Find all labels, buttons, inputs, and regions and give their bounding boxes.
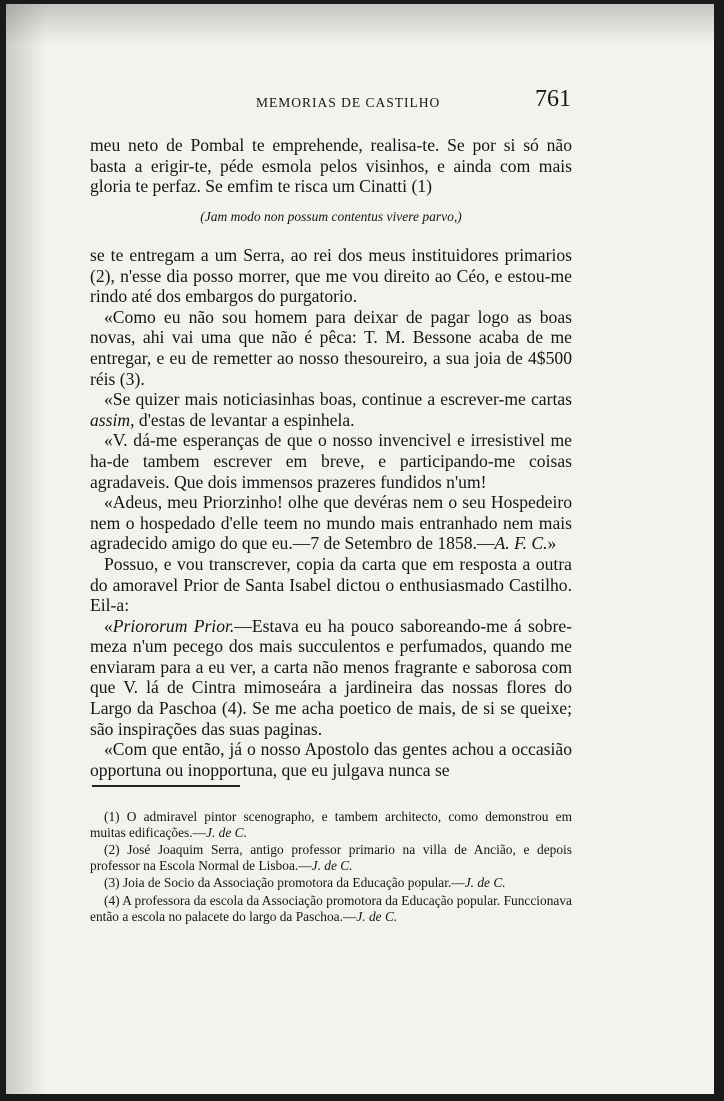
letter-salutation: Priororum Prior.: [112, 615, 235, 636]
paragraph-4-text-end: , d'estas de levantar a espinhela.: [130, 409, 355, 430]
paragraph-4-emphasis: assim: [90, 409, 131, 430]
paragraph-2: se te entregam a um Serra, ao rei dos meus instituidores primarios (2), n'esse dia posso morrer, que me vou direito ao Céo, e estou-me rindo até dos embargos do purgatorio.: [90, 245, 572, 307]
footnote-text: (3) Joia de Socio da Associação promotora da Educação popular.—: [104, 875, 465, 891]
letter-signature: A. F. C.: [494, 533, 548, 554]
footnote-2: [90, 842, 572, 873]
body-text-top: [90, 135, 572, 197]
running-title: MEMORIAS DE CASTILHO: [256, 95, 441, 110]
paragraph-6-text: «Adeus, meu Priorzinho! olhe que devéras nem o seu Hospedeiro nem o hospedado d'elle teem no mundo mais entranhado nem mais agradecido amigo do que eu.—7 de Setembro de 1858.—: [90, 492, 572, 554]
footnote-4: [90, 893, 572, 924]
paragraph-4-text: «Se quizer mais noticiasinhas boas, continue a escrever-me cartas: [104, 389, 572, 410]
paragraph-7: Possuo, e vou transcrever, copia da carta que em resposta a outra do amoravel Prior de Santa Isabel dictou o enthusiasmado Castilho. Eil-a:: [90, 553, 572, 616]
paragraph-1: meu neto de Pombal te emprehende, realisa-te. Se por si só não basta a erigir-te, péde esmola pelos visinhos, e ainda com mais gloria te perfaz. Se emfim te risca um Cinatti (1): [90, 135, 572, 197]
book-page: [6, 4, 714, 1094]
footnotes: [90, 809, 572, 926]
footnote-text: (4) A professora da escola da Associação promotora da Educação popular. Funccionava então a escola no palacete do largo da Paschoa.—: [90, 892, 572, 924]
latin-quote: (Jam modo non possum contentus vivere parvo,): [200, 209, 462, 224]
page-shadow-top: [6, 4, 714, 44]
footnote-signature: J. de C.: [356, 908, 398, 924]
paragraph-8-open: «: [104, 615, 113, 636]
footnote-signature: J. de C.: [311, 857, 353, 873]
page-shadow-left: [6, 4, 46, 1094]
footnote-3: [90, 875, 572, 891]
page-number: 761: [535, 86, 571, 112]
paragraph-4: [90, 389, 572, 430]
paragraph-8: [90, 616, 572, 740]
footnote-signature: J. de C.: [206, 824, 247, 840]
paragraph-5: «V. dá-me esperanças de que o nosso invencivel e irresistivel me ha-de tambem escrever em breve, e participando-me coisas agradaveis. Que dois immensos prazeres fundidos n'um!: [90, 430, 572, 492]
footnote-signature: J. de C.: [464, 875, 506, 891]
paragraph-3: «Como eu não sou homem para deixar de pagar logo as boas novas, ahi vai uma que não é pêca: T. M. Bessone acaba de me entregar, e eu de remetter ao nosso thesoureiro, a sua joia de 4$500 réis (3).: [90, 306, 572, 389]
paragraph-9: «Com que então, já o nosso Apostolo das gentes achou a occasião opportuna ou inopportuna, que eu julgava nunca se: [90, 739, 572, 780]
paragraph-6-close: »: [547, 533, 557, 554]
footnote-divider: [92, 785, 240, 787]
paragraph-8-text: —Estava eu ha pouco saboreando-me á sobre-meza n'um pecego dos mais succulentos e perfumados, quando me enviaram para a eu ver, a carta não menos fragrante e saborosa com que V. lá de Cintra mimoseára a jardineira das nossas flores do Largo da Paschoa (4). Se me acha poetico de mais, de si se queixe; são inspirações das suas paginas.: [90, 615, 573, 739]
footnote-text: (2) José Joaquim Serra, antigo professor primario na villa de Ancião, e depois professor na Escola Normal de Lisboa.—: [90, 842, 572, 873]
footnote-1: [90, 809, 572, 840]
body-text-main: [90, 245, 572, 780]
footnote-text: (1) O admiravel pintor scenographo, e tambem architecto, como demonstrou em muitas edificações.—: [90, 809, 572, 840]
paragraph-6: [90, 492, 572, 554]
